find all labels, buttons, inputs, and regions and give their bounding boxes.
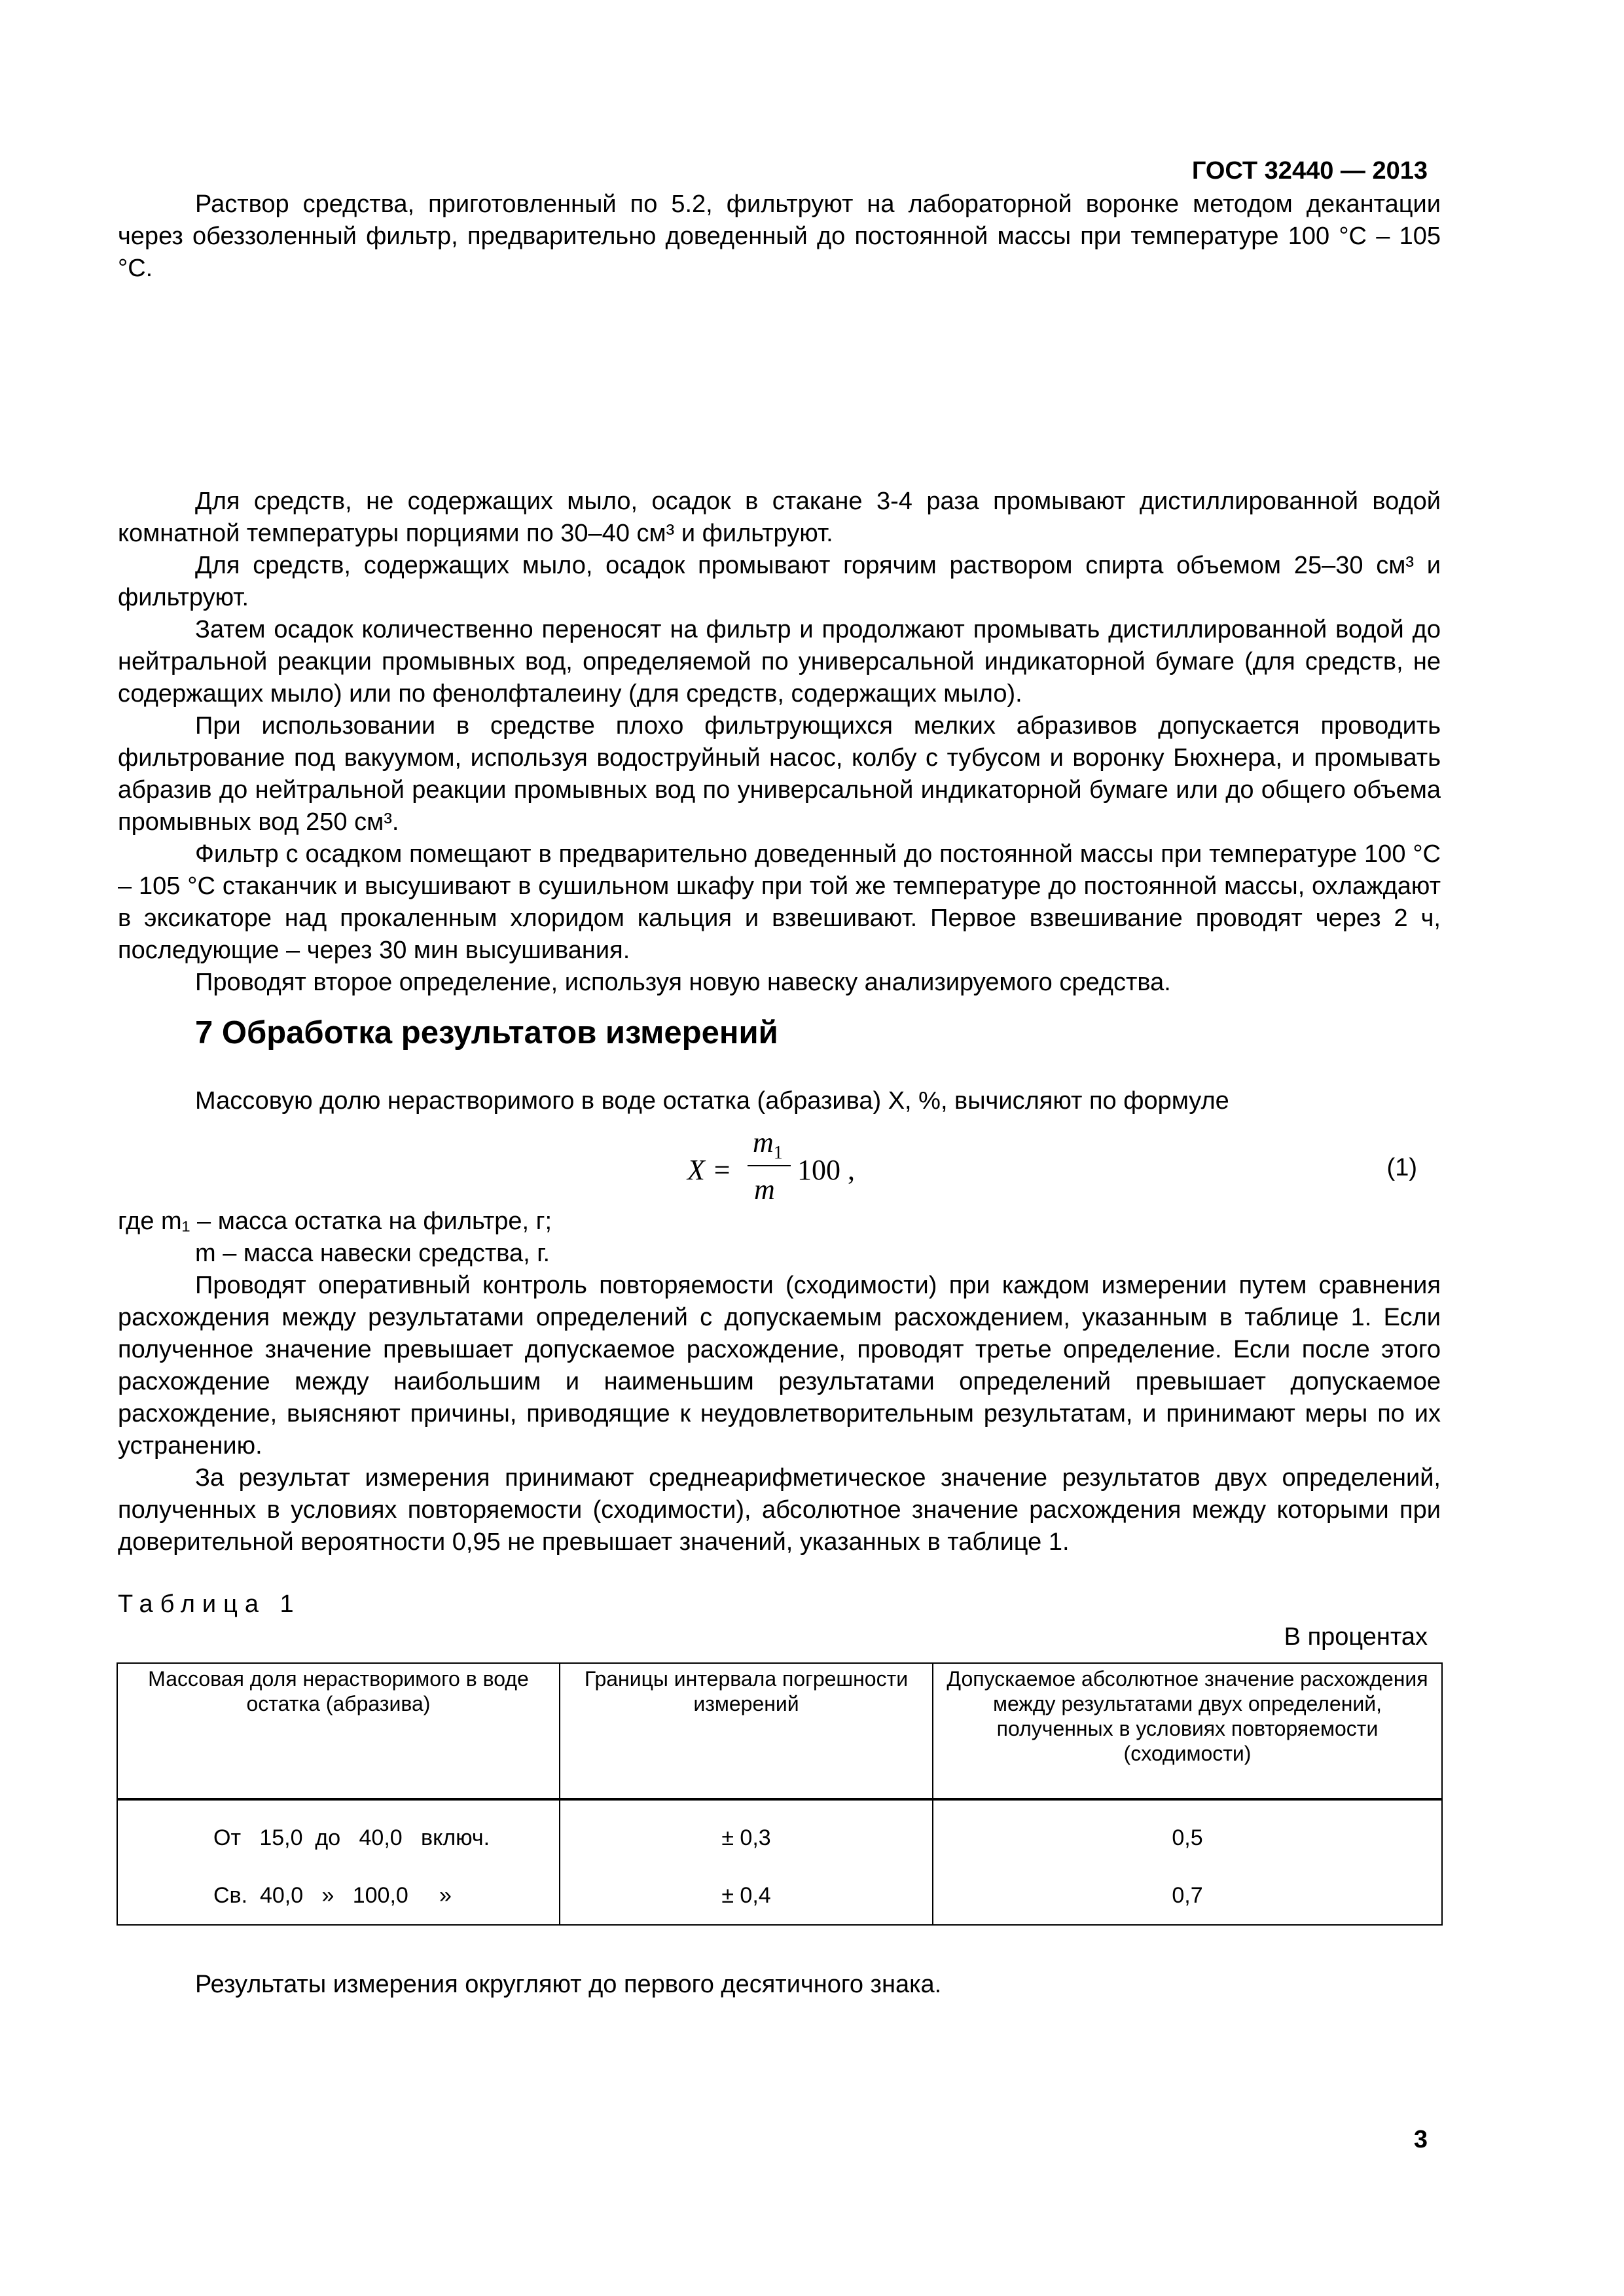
formula-number: (1) <box>1386 1154 1417 1181</box>
table-row <box>117 1867 1442 1925</box>
fraction-bar <box>748 1165 791 1166</box>
closing-paragraph: Результаты измерения округляют до первого десятичного знака. <box>195 1971 942 1998</box>
intro-block <box>118 188 1441 285</box>
paragraph-vacuum: При использовании в средстве плохо фильтрующихся мелких абразивов допускается проводить фильтрование под вакуумом, используя водоструйный насос, колбу с тубусом и воронку Бюхнера, и промывать абразив до нейтральной реакции промывных вод по универсальной индикаторной бумаге или до общего объема промывных вод 250 см³. <box>118 712 1441 836</box>
closing-block <box>118 1969 1441 2001</box>
header-mass-fraction: Массовая доля нерастворимого в воде остатка (абразива) <box>117 1663 560 1799</box>
cell-range: От 15,0 до 40,0 включ. <box>117 1799 560 1867</box>
table-row <box>117 1799 1442 1867</box>
cell-difference: 0,7 <box>933 1867 1442 1925</box>
cell-difference: 0,5 <box>933 1799 1442 1867</box>
header-error-bounds: Границы интервала погрешности измерений <box>560 1663 933 1799</box>
formula-intro: Массовую долю нерастворимого в воде остатка (абразива) X, %, вычисляют по формуле <box>195 1087 1229 1115</box>
formula-multiplier: 100 , <box>797 1154 855 1186</box>
cell-range: Св. 40,0 » 100,0 » <box>117 1867 560 1925</box>
section-title: 7 Обработка результатов измерений <box>195 1015 778 1050</box>
standard-header: ГОСТ 32440 — 2013 <box>1191 157 1428 185</box>
paragraph-drying: Фильтр с осадком помещают в предварительно доведенный до постоянной массы при температуре 100 °С – 105 °С стаканчик и высушивают в сушильном шкафу при той же температуре до постоянной массы, охлаждают в эксикаторе над прокаленным хлоридом кальция и взвешивают. Первое взвешивание проводят через 2 ч, последующие – через 30 мин высушивания. <box>118 840 1441 964</box>
formula-lhs: X = <box>687 1154 732 1186</box>
page-number: 3 <box>1413 2126 1428 2153</box>
explanation-block <box>118 1206 1441 1558</box>
header-allowed-difference: Допускаемое абсолютное значение расхождения между результатами двух определений, полученных в условиях повторяемости (сходимости) <box>933 1663 1442 1799</box>
cell-error: ± 0,3 <box>560 1799 933 1867</box>
formula-numerator: $m_1$ <box>753 1126 783 1163</box>
table-header-row <box>117 1663 1442 1799</box>
results-table <box>117 1662 1443 1926</box>
paragraph-control: Проводят оперативный контроль повторяемости (сходимости) при каждом измерении путем сравнения расхождения между результатами определений с допускаемым расхождением, указанным в таблице 1. Если полученное значение превышает допускаемое расхождение, проводят третье определение. Если после этого расхождение между наибольшим и наименьшим результатами определений превышает допускаемое расхождение, выясняют причины, приводящие к неудовлетворительным результатам, и принимают меры по их устранению. <box>118 1272 1441 1460</box>
cell-error: ± 0,4 <box>560 1867 933 1925</box>
table-label: Таблица 1 <box>118 1590 301 1618</box>
formula <box>687 1126 884 1217</box>
procedure-block <box>118 486 1441 999</box>
paragraph-transfer: Затем осадок количественно переносят на фильтр и продолжают промывать дистиллированной водой до нейтральной реакции промывных вод, определяемой по универсальной индикаторной бумаге (для средств, не содержащих мыло) или по фенолфталеину (для средств, содержащих мыло). <box>118 616 1441 708</box>
paragraph-result: За результат измерения принимают среднеарифметическое значение результатов двух определений, полученных в условиях повторяемости (сходимости), абсолютное значение расхождения между которыми при доверительной вероятности 0,95 не превышает значений, указанных в таблице 1. <box>118 1464 1441 1556</box>
paragraph-filtration: Раствор средства, приготовленный по 5.2, фильтруют на лабораторной воронке методом декантации через обеззоленный фильтр, предварительно доведенный до постоянной массы при температуре 100 °С – 105 °С. <box>118 190 1441 282</box>
where-m1: где m₁ – масса остатка на фильтре, г; <box>118 1208 552 1235</box>
paragraph-second-determination: Проводят второе определение, используя новую навеску анализируемого средства. <box>195 969 1171 996</box>
paragraph-no-soap: Для средств, не содержащих мыло, осадок в стакане 3-4 раза промывают дистиллированной водой комнатной температуры порциями по 30–40 см³ и фильтруют. <box>118 488 1441 547</box>
paragraph-with-soap: Для средств, содержащих мыло, осадок промывают горячим раствором спирта объемом 25–30 см³ и фильтруют. <box>118 552 1441 611</box>
where-m: m – масса навески средства, г. <box>195 1240 550 1267</box>
formula-denominator: m <box>754 1174 775 1206</box>
formula-intro-block <box>118 1085 1441 1117</box>
table-units: В процентах <box>1284 1623 1428 1651</box>
